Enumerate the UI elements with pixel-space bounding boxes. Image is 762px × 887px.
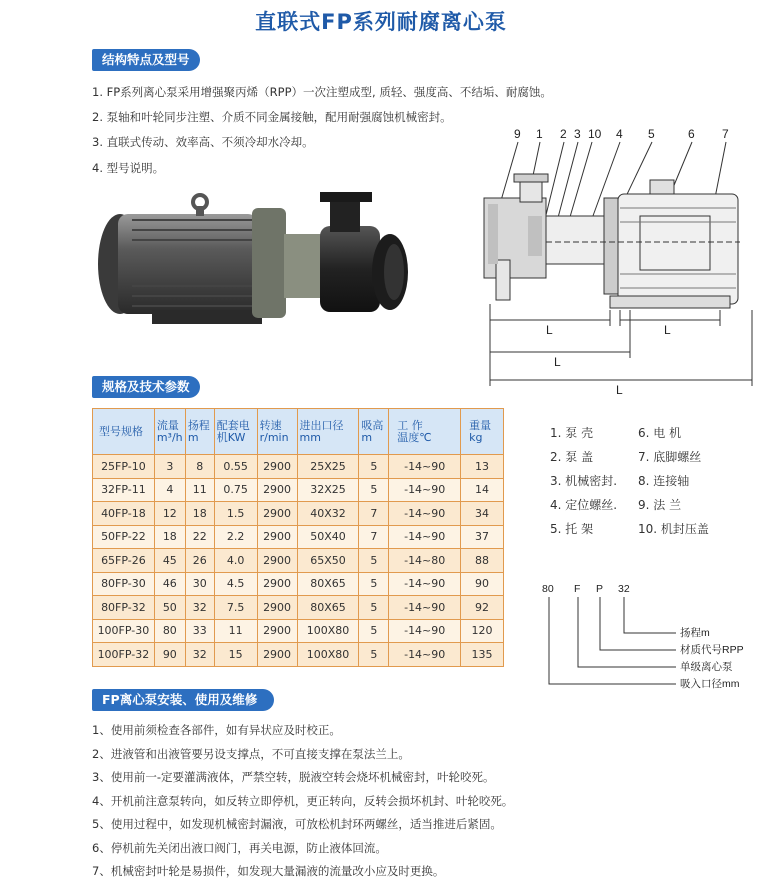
table-cell: 100FP-30: [93, 619, 155, 643]
table-cell: 32X25: [297, 478, 359, 502]
table-cell: 34: [461, 502, 504, 526]
callout-label: 5: [648, 127, 655, 141]
part-item: 2. 泵 盖: [550, 450, 594, 464]
column-header: 配套电 机KW: [214, 409, 257, 455]
step-item: 2、进液管和出液管要另设支撑点，不可直接支撑在泵法兰上。: [92, 747, 410, 761]
table-cell: 135: [461, 643, 504, 667]
table-cell: 32: [185, 643, 214, 667]
table-cell: 45: [154, 549, 185, 573]
table-cell: 8: [185, 455, 214, 479]
table-cell: 5: [359, 643, 389, 667]
table-cell: 18: [185, 502, 214, 526]
step-item: 3、使用前一-定要灌满液体，严禁空转，脱液空转会烧坏机械密封，叶轮咬死。: [92, 770, 495, 784]
table-row: [93, 572, 504, 596]
dimension-label: L: [616, 383, 623, 397]
table-cell: 90: [154, 643, 185, 667]
table-cell: 65FP-26: [93, 549, 155, 573]
model-label: 单级离心泵: [680, 661, 733, 673]
column-header: 重量 kg: [461, 409, 504, 455]
table-cell: 100FP-32: [93, 643, 155, 667]
dimension-label: L: [554, 355, 561, 369]
feature-item: 4. 型号说明。: [92, 161, 165, 175]
table-cell: 100X80: [297, 619, 359, 643]
table-row: [93, 596, 504, 620]
table-cell: 80X65: [297, 596, 359, 620]
table-cell: -14~90: [389, 572, 461, 596]
table-cell: 2900: [257, 619, 297, 643]
callout-label: 10: [588, 127, 602, 141]
table-header-row: [93, 409, 504, 455]
callout-label: 9: [514, 127, 521, 141]
table-cell: 37: [461, 525, 504, 549]
table-cell: 80FP-30: [93, 572, 155, 596]
table-cell: 7.5: [214, 596, 257, 620]
table-cell: -14~90: [389, 502, 461, 526]
part-item: 9. 法 兰: [638, 498, 682, 512]
table-cell: 11: [185, 478, 214, 502]
table-row: [93, 525, 504, 549]
callout-label: 1: [536, 127, 543, 141]
table-cell: 2900: [257, 643, 297, 667]
table-cell: 22: [185, 525, 214, 549]
column-header: 吸高 m: [359, 409, 389, 455]
table-cell: 2900: [257, 455, 297, 479]
model-code: P: [596, 583, 604, 595]
table-cell: 40X32: [297, 502, 359, 526]
dimension-label: L: [546, 323, 553, 337]
feature-item: 2. 泵轴和叶轮同步注塑、介质不同金属接触，配用耐强腐蚀机械密封。: [92, 110, 452, 124]
table-cell: 4.5: [214, 572, 257, 596]
table-row: [93, 619, 504, 643]
part-item: 3. 机械密封.: [550, 474, 618, 488]
table-cell: -14~90: [389, 455, 461, 479]
table-cell: 80FP-32: [93, 596, 155, 620]
column-header: 工 作 温度℃: [389, 409, 461, 455]
table-cell: 32FP-11: [93, 478, 155, 502]
table-cell: 13: [461, 455, 504, 479]
part-item: 4. 定位螺丝.: [550, 498, 618, 512]
table-cell: 2900: [257, 502, 297, 526]
model-label: 材质代号RPP: [680, 644, 744, 656]
table-row: [93, 455, 504, 479]
model-label: 吸入口径mm: [680, 678, 740, 690]
table-cell: 5: [359, 572, 389, 596]
section-heading-specs: 规格及技术参数: [92, 376, 200, 398]
table-cell: -14~90: [389, 478, 461, 502]
pump-section-drawing: [470, 124, 760, 399]
table-row: [93, 478, 504, 502]
section-heading-structure: 结构特点及型号: [92, 49, 200, 71]
spec-table: [92, 408, 504, 667]
part-item: 6. 电 机: [638, 426, 682, 440]
model-label: 扬程m: [680, 627, 710, 639]
table-cell: -14~90: [389, 619, 461, 643]
table-cell: 2.2: [214, 525, 257, 549]
table-cell: 5: [359, 596, 389, 620]
model-code: 80: [542, 583, 554, 595]
table-cell: 100X80: [297, 643, 359, 667]
table-row: [93, 502, 504, 526]
table-cell: 120: [461, 619, 504, 643]
step-item: 6、停机前先关闭出液口阀门，再关电源，防止液体回流。: [92, 841, 387, 855]
model-code: F: [574, 583, 581, 595]
table-cell: 2900: [257, 478, 297, 502]
feature-item: 3. 直联式传动、效率高、不须冷却水冷却。: [92, 135, 314, 149]
step-item: 7、机械密封叶轮是易损件，如发现大量漏液的流量改小应及时更换。: [92, 864, 445, 878]
column-header: 型号规格: [93, 409, 155, 455]
table-cell: 5: [359, 619, 389, 643]
column-header: 进出口径 mm: [297, 409, 359, 455]
feature-item: 1. FP系列离心泵采用增强聚丙烯（RPP）一次注塑成型, 质轻、强度高、不结垢、耐腐蚀。: [92, 85, 552, 99]
table-cell: 40FP-18: [93, 502, 155, 526]
column-header: 转速 r/min: [257, 409, 297, 455]
table-cell: 3: [154, 455, 185, 479]
callout-label: 3: [574, 127, 581, 141]
table-cell: 26: [185, 549, 214, 573]
table-cell: 2900: [257, 549, 297, 573]
callout-label: 6: [688, 127, 695, 141]
table-cell: 25FP-10: [93, 455, 155, 479]
table-cell: 12: [154, 502, 185, 526]
table-cell: 7: [359, 525, 389, 549]
table-cell: 11: [214, 619, 257, 643]
table-cell: 50: [154, 596, 185, 620]
dimension-label: L: [664, 323, 671, 337]
table-cell: 65X50: [297, 549, 359, 573]
step-item: 5、使用过程中，如发现机械密封漏液，可放松机封环两螺丝，适当推进后紧固。: [92, 817, 502, 831]
table-cell: 5: [359, 478, 389, 502]
table-cell: 1.5: [214, 502, 257, 526]
table-cell: 50FP-22: [93, 525, 155, 549]
part-item: 1. 泵 壳: [550, 426, 594, 440]
table-cell: 2900: [257, 596, 297, 620]
table-cell: 4: [154, 478, 185, 502]
table-cell: 25X25: [297, 455, 359, 479]
table-cell: 90: [461, 572, 504, 596]
pump-photo: [92, 186, 452, 346]
table-cell: 80X65: [297, 572, 359, 596]
table-cell: 80: [154, 619, 185, 643]
table-cell: 15: [214, 643, 257, 667]
callout-label: 4: [616, 127, 623, 141]
callout-label: 2: [560, 127, 567, 141]
step-item: 1、使用前须检查各部件，如有异状应及时校正。: [92, 723, 341, 737]
table-cell: 14: [461, 478, 504, 502]
step-item: 4、开机前注意泵转向，如反转立即停机，更正转向，反转会损坏机封、叶轮咬死。: [92, 794, 514, 808]
table-cell: 50X40: [297, 525, 359, 549]
section-heading-install: FP离心泵安装、使用及维修: [92, 689, 274, 711]
table-cell: 33: [185, 619, 214, 643]
part-item: 8. 连接轴: [638, 474, 690, 488]
table-cell: -14~80: [389, 549, 461, 573]
model-code: 32: [618, 583, 630, 595]
callout-label: 7: [722, 127, 729, 141]
table-cell: -14~90: [389, 643, 461, 667]
table-cell: 46: [154, 572, 185, 596]
model-code-diagram: [540, 580, 762, 700]
table-cell: -14~90: [389, 596, 461, 620]
table-cell: -14~90: [389, 525, 461, 549]
table-cell: 7: [359, 502, 389, 526]
table-cell: 0.75: [214, 478, 257, 502]
part-item: 10. 机封压盖: [638, 522, 709, 536]
table-cell: 0.55: [214, 455, 257, 479]
table-cell: 32: [185, 596, 214, 620]
column-header: 流量 m³/h: [154, 409, 185, 455]
table-cell: 18: [154, 525, 185, 549]
part-item: 5. 托 架: [550, 522, 594, 536]
table-row: [93, 643, 504, 667]
part-item: 7. 底脚螺丝: [638, 450, 702, 464]
table-cell: 92: [461, 596, 504, 620]
page-title: 直联式FP系列耐腐离心泵: [255, 10, 507, 34]
column-header: 扬程 m: [185, 409, 214, 455]
table-cell: 5: [359, 549, 389, 573]
table-cell: 88: [461, 549, 504, 573]
table-cell: 2900: [257, 525, 297, 549]
table-cell: 4.0: [214, 549, 257, 573]
table-cell: 5: [359, 455, 389, 479]
table-row: [93, 549, 504, 573]
table-cell: 30: [185, 572, 214, 596]
table-cell: 2900: [257, 572, 297, 596]
